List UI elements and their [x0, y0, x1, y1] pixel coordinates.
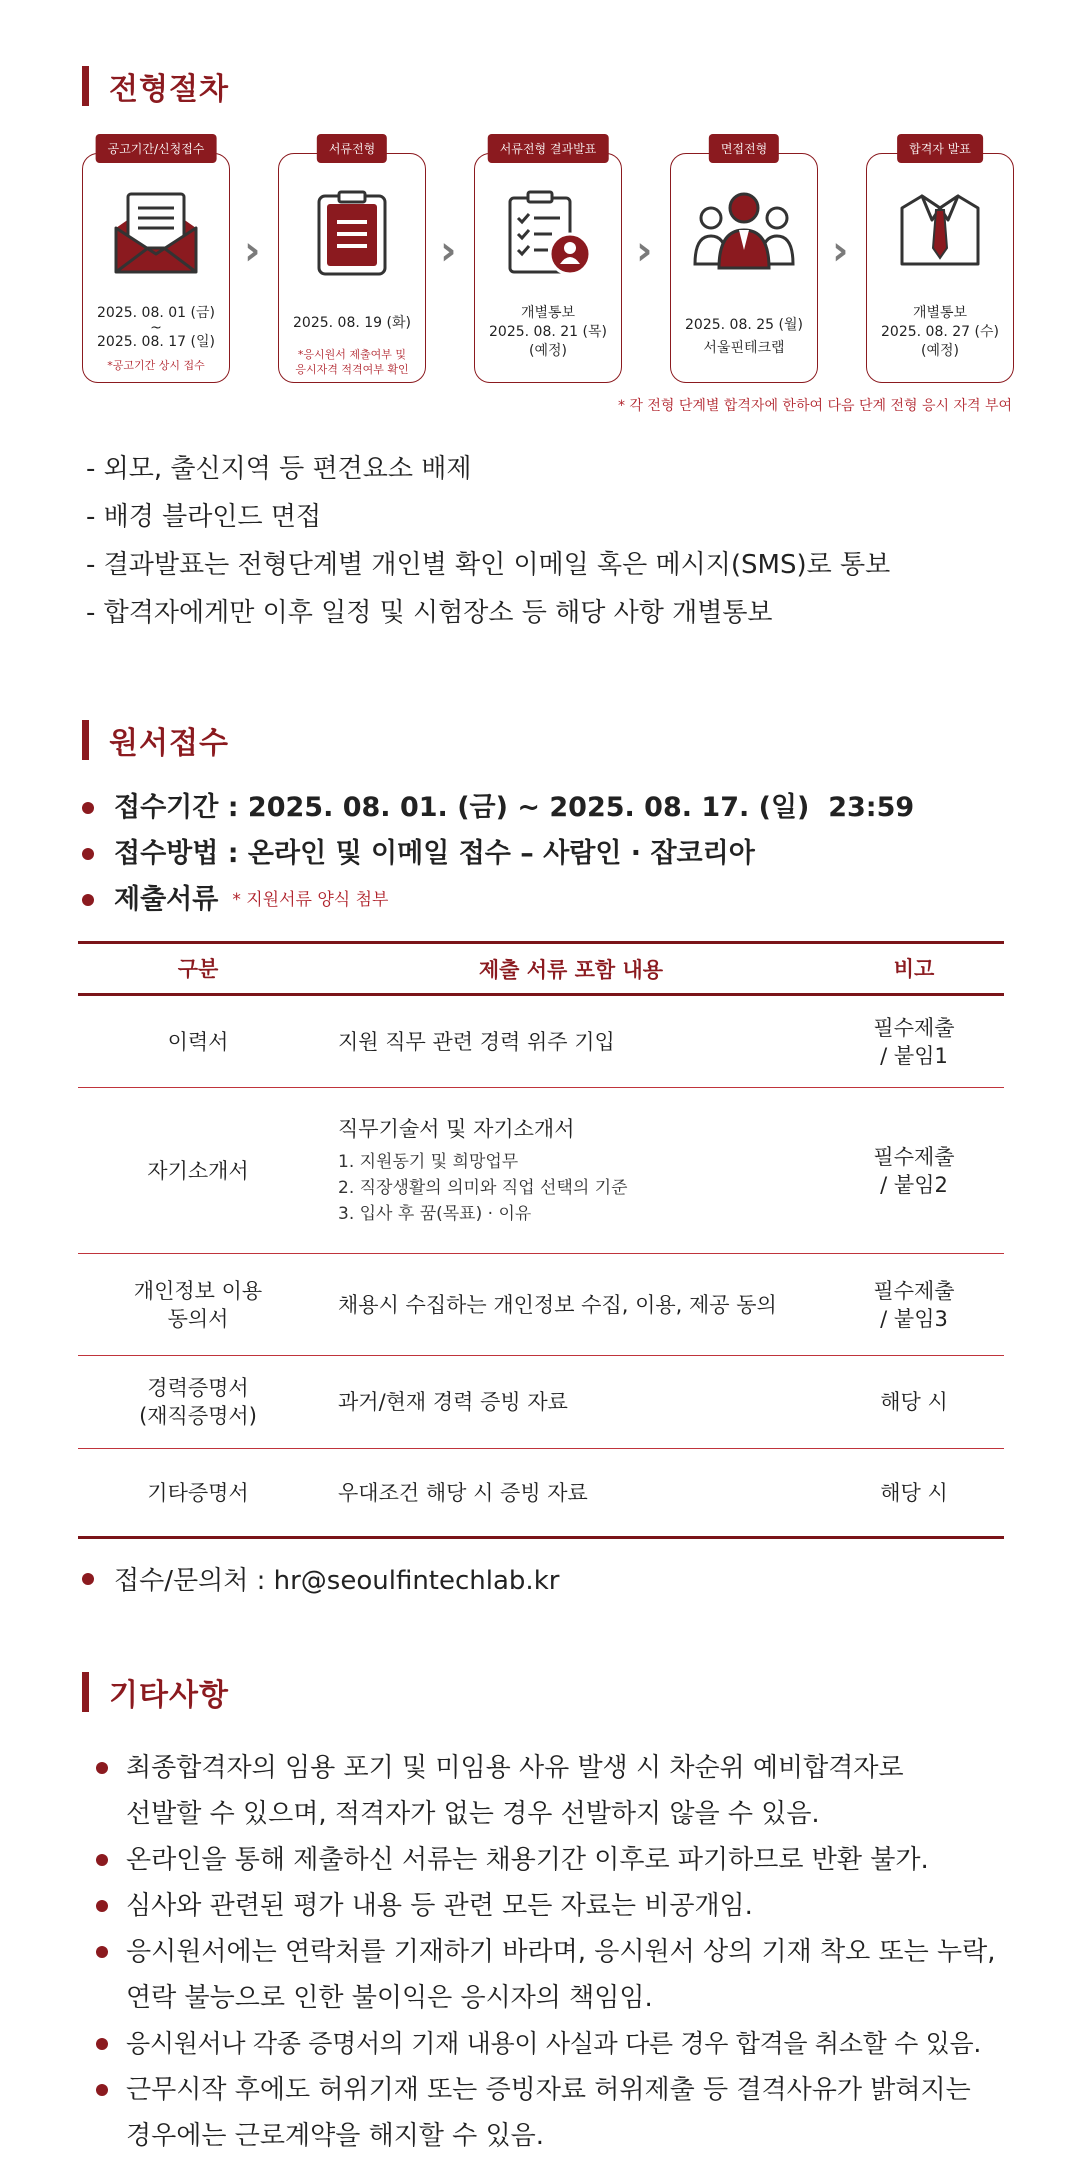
bullet-dot [96, 1854, 108, 1866]
table-cell-category: 개인정보 이용 동의서 [78, 1254, 318, 1356]
bullet-dot [82, 848, 94, 860]
step-tag: 공고기간/신청접수 [96, 134, 217, 163]
documents-table [78, 941, 1004, 1539]
chevron-right-icon: › [244, 228, 261, 274]
step-interview [670, 142, 818, 383]
table-cell-content: 채용시 수집하는 개인정보 수집, 이용, 제공 동의 [318, 1254, 824, 1356]
step-date: 개별통보 2025. 08. 27 (수) (예정) [881, 305, 999, 359]
table-header: 비고 [824, 943, 1004, 995]
interview-people-icon [671, 188, 817, 288]
application-info-list [82, 785, 914, 923]
step-date: 2025. 08. 01 (금) ~ 2025. 08. 17 (일) *공고기간 상시 접수 [83, 304, 229, 373]
list-item: 응시원서나 각종 증명서의 기재 내용이 사실과 다른 경우 합격을 취소할 수 있음. [96, 2021, 1026, 2067]
bullet-dot [82, 894, 94, 906]
section-title-text: 기타사항 [109, 1678, 229, 1713]
list-item: 심사와 관련된 평가 내용 등 관련 모든 자료는 비공개임. [96, 1883, 1026, 1929]
table-header: 제출 서류 포함 내용 [318, 943, 824, 995]
bullet-dot [96, 1762, 108, 1774]
envelope-icon [83, 188, 229, 288]
table-row [78, 1254, 1004, 1356]
list-item: 근무시작 후에도 허위기재 또는 증빙자료 허위제출 등 결격사유가 밝혀지는 경우에는 근로계약을 해지할 수 있음. [96, 2067, 1026, 2159]
contact-info [82, 1560, 559, 1597]
document-icon [279, 188, 425, 288]
shirt-tie-icon [867, 188, 1013, 288]
list-item: 온라인을 통해 제출하신 서류는 채용기간 이후로 파기하므로 반환 불가. [96, 1837, 1026, 1883]
process-steps [82, 133, 1012, 383]
section-title-process [82, 64, 229, 108]
step-date: 개별통보 2025. 08. 21 (목) (예정) [489, 305, 607, 359]
step-document-screening [278, 142, 426, 383]
contact-text: 접수/문의처 : hr@seoulfintechlab.kr [114, 1566, 560, 1596]
step-tag: 서류전형 결과발표 [488, 134, 609, 163]
table-cell-category: 자기소개서 [78, 1088, 318, 1254]
misc-list [96, 1745, 1026, 2159]
table-cell-remark: 필수제출 / 붙임2 [824, 1088, 1004, 1254]
section-bar [82, 66, 89, 106]
table-cell-content: 직무기술서 및 자기소개서 1. 지원동기 및 희망업무 2. 직장생활의 의미와 직업 선택의 기준 3. 입사 후 꿈(목표) · 이유 [318, 1088, 824, 1254]
bullet-dot [82, 1573, 94, 1585]
section-title-text: 원서접수 [109, 726, 229, 761]
step-tag: 서류전형 [317, 134, 387, 163]
bullet-dot [96, 2038, 108, 2050]
table-cell-category: 경력증명서 (재직증명서) [78, 1356, 318, 1449]
table-cell-remark: 해당 시 [824, 1449, 1004, 1538]
table-row [78, 995, 1004, 1088]
step-final-announcement [866, 142, 1014, 383]
table-cell-content: 지원 직무 관련 경력 위주 기입 [318, 995, 824, 1088]
table-row [78, 1449, 1004, 1538]
list-item: - 합격자에게만 이후 일정 및 시험장소 등 해당 사항 개별통보 [86, 598, 773, 628]
list-item: - 배경 블라인드 면접 [86, 502, 322, 532]
table-cell-content: 과거/현재 경력 증빙 자료 [318, 1356, 824, 1449]
step-tag: 합격자 발표 [897, 134, 983, 163]
table-row [78, 1088, 1004, 1254]
bullet-dot [96, 1900, 108, 1912]
application-method: 접수방법 : 온라인 및 이메일 접수 – 사람인 · 잡코리아 [82, 831, 914, 877]
list-item: - 결과발표는 전형단계별 개인별 확인 이메일 혹은 메시지(SMS)로 통보 [86, 550, 891, 580]
bullet-dot [96, 1946, 108, 1958]
section-bar [82, 1672, 89, 1712]
chevron-right-icon: › [440, 228, 457, 274]
table-cell-remark: 해당 시 [824, 1356, 1004, 1449]
application-period: 접수기간 : 2025. 08. 01. (금) ~ 2025. 08. 17. (일) 23:59 [82, 785, 914, 831]
application-documents: 제출서류 * 지원서류 양식 첨부 [82, 877, 914, 923]
list-item: - 외모, 출신지역 등 편견요소 배제 [86, 454, 472, 484]
list-item: 응시원서에는 연락처를 기재하기 바라며, 응시원서 상의 기재 착오 또는 누락, 연락 불능으로 인한 불이익은 응시자의 책임임. [96, 1929, 1026, 2021]
documents-note: * 지원서류 양식 첨부 [232, 890, 389, 910]
process-note: * 각 전형 단계별 합격자에 한하여 다음 단계 전형 응시 자격 부여 [617, 398, 1012, 414]
step-tag: 면접전형 [709, 134, 779, 163]
table-cell-content: 우대조건 해당 시 증빙 자료 [318, 1449, 824, 1538]
step-note: *응시원서 제출여부 및 응시자격 적격여부 확인 [295, 348, 409, 376]
bullet-dot [82, 802, 94, 814]
process-bullet-list [86, 445, 890, 637]
section-bar [82, 720, 89, 760]
section-title-misc [82, 1670, 229, 1714]
table-cell-remark: 필수제출 / 붙임3 [824, 1254, 1004, 1356]
section-title-text: 전형절차 [109, 72, 229, 107]
chevron-right-icon: › [636, 228, 653, 274]
checklist-user-icon [475, 188, 621, 288]
step-application [82, 142, 230, 383]
table-header: 구분 [78, 943, 318, 995]
step-document-result [474, 142, 622, 383]
section-title-application [82, 718, 229, 762]
chevron-right-icon: › [832, 228, 849, 274]
step-date: 2025. 08. 25 (월) 서울핀테크랩 [685, 317, 803, 356]
table-cell-category: 기타증명서 [78, 1449, 318, 1538]
table-row [78, 1356, 1004, 1449]
list-item: 최종합격자의 임용 포기 및 미임용 사유 발생 시 차순위 예비합격자로 선발할 수 있으며, 적격자가 없는 경우 선발하지 않을 수 있음. [96, 1745, 1026, 1837]
bullet-dot [96, 2084, 108, 2096]
table-cell-category: 이력서 [78, 995, 318, 1088]
table-header-row [78, 943, 1004, 995]
step-date: 2025. 08. 19 (화) *응시원서 제출여부 및 응시자격 적격여부 확인 [279, 314, 425, 377]
step-note: *공고기간 상시 접수 [107, 359, 205, 372]
table-cell-remark: 필수제출 / 붙임1 [824, 995, 1004, 1088]
